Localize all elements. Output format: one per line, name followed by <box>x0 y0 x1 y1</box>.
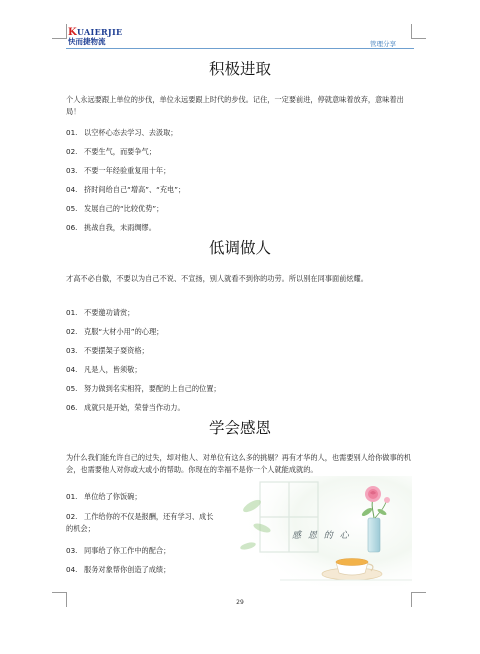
section-title: 积极进取 <box>208 60 271 78</box>
page-number: 29 <box>236 599 244 606</box>
list-item: 04. 凡是人，皆须敬； <box>66 365 142 374</box>
list-item: 04. 挤时间给自己“增高”、“充电”； <box>66 185 186 194</box>
logo-english: KUAIERJIE <box>68 27 123 38</box>
section-title: 低调做人 <box>208 239 271 257</box>
list-item: 06. 成就只是开始，荣誉当作动力。 <box>66 403 185 412</box>
list-item: 02. 不要生气，而要争气； <box>66 147 156 156</box>
list-item: 06. 挑战自我，未雨绸缪。 <box>66 223 156 232</box>
list-item: 02. 克服“大材小用”的心理； <box>66 327 164 336</box>
list-item: 03. 不要摆架子耍资格； <box>66 346 149 355</box>
section-title: 学会感恩 <box>208 419 271 437</box>
list-item: 01. 单位给了你饭碗； <box>66 492 142 501</box>
list-item: 04. 服务对象帮你创造了成绩； <box>66 565 171 574</box>
section-intro: 为什么我们能允许自己的过失，却对他人、对单位有这么多的挑剔？再有才华的人，也需要别人给你做事的机会，也需要他人对你或大或小的帮助。你现在的幸福不是你一个人就能成就的。 <box>66 453 412 474</box>
illustration-caption: 感 恩 的 心 <box>292 531 351 541</box>
section-intro: 个人永远要跟上单位的步伐，单位永远要跟上时代的步伐。记住，一定要前进，停就意味着放弃，意味着出局！ <box>66 95 404 116</box>
company-logo <box>68 28 138 48</box>
list-item: 03. 不要一年经验重复用十年； <box>66 166 171 175</box>
logo-chinese: 快而捷物流 <box>68 37 106 46</box>
crop-mark-top-right <box>411 24 426 39</box>
header-section-label: 管理分享 <box>370 40 396 48</box>
header-divider <box>66 48 414 49</box>
list-item: 05. 努力做到名实相符，要配的上自己的位置； <box>66 384 221 393</box>
list-item: 01. 不要邀功请赏； <box>66 308 135 317</box>
section-intro: 才高不必自傲，不要以为自己不说、不宣扬，别人就看不到你的功劳。所以别在同事面前炫耀。 <box>66 274 368 283</box>
list-item: 02. 工作给你的不仅是报酬，还有学习、成长的机会； <box>66 512 214 533</box>
list-item: 01. 以空杯心态去学习、去汲取； <box>66 128 178 137</box>
list-item: 05. 发展自己的“比较优势”； <box>66 204 164 213</box>
list-item: 03. 同事给了你工作中的配合； <box>66 546 171 555</box>
crop-mark-top-left <box>52 24 67 39</box>
